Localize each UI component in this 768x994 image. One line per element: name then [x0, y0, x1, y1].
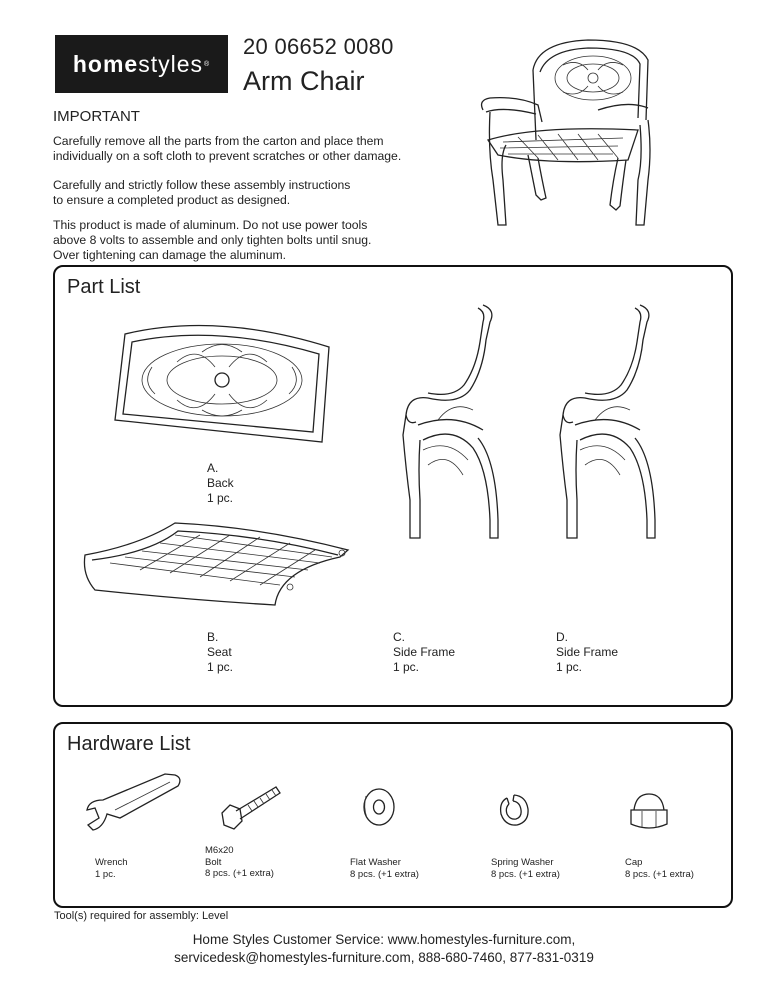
bolt-icon	[218, 783, 283, 831]
hardware-qty: 8 pcs. (+1 extra)	[205, 868, 274, 879]
hardware-cap-label	[625, 857, 694, 880]
customer-service-line-2: servicedesk@homestyles-furniture.com, 888-680-7460, 877-831-0319	[174, 950, 594, 965]
part-name: Seat	[207, 645, 232, 659]
part-name: Side Frame	[393, 645, 456, 659]
hardware-name: Spring Washer	[491, 857, 554, 868]
spring-washer-icon	[497, 790, 532, 830]
hardware-name: Flat Washer	[350, 857, 401, 868]
hardware-name: Wrench	[95, 857, 128, 868]
part-qty: 1 pc.	[207, 491, 234, 505]
important-paragraph-1	[53, 134, 453, 164]
hardware-spring-washer-label	[491, 857, 560, 880]
side-frame-c-illustration	[398, 300, 498, 545]
part-name: Back	[207, 476, 234, 490]
part-qty: 1 pc.	[393, 660, 420, 674]
part-letter: D.	[556, 630, 568, 644]
hardware-name: Cap	[625, 857, 643, 868]
customer-service-line-1: Home Styles Customer Service: www.homestyles-furniture.com,	[192, 932, 576, 947]
hardware-name: Bolt	[205, 856, 222, 868]
brand-logo	[55, 35, 228, 93]
logo-light-text: styles	[138, 50, 203, 77]
back-panel-illustration	[107, 322, 332, 447]
hardware-qty: 8 pcs. (+1 extra)	[350, 868, 419, 880]
part-list-title: Part List	[67, 276, 141, 298]
hardware-qty: 1 pc.	[95, 868, 116, 880]
product-title: Arm Chair	[243, 66, 365, 96]
logo-registered-mark: ®	[203, 60, 211, 68]
part-c-label	[393, 630, 455, 675]
logo-bold-text: home	[72, 50, 139, 77]
part-a-label	[207, 461, 234, 506]
part-name: Side Frame	[556, 645, 619, 659]
important-paragraph-3	[53, 218, 453, 263]
text-line: Carefully and strictly follow these assembly instructions	[53, 178, 351, 192]
important-heading: IMPORTANT	[53, 108, 140, 125]
wrench-icon	[85, 770, 185, 835]
text-line: Over tightening can damage the aluminum.	[53, 248, 287, 262]
text-line: to ensure a completed product as designed.	[53, 193, 291, 207]
seat-illustration	[80, 515, 355, 610]
assembled-chair-illustration	[478, 30, 658, 235]
side-frame-d-illustration	[555, 300, 655, 545]
hardware-bolt-label	[205, 845, 274, 880]
cap-nut-icon	[628, 792, 670, 832]
model-number: 20 06652 0080	[243, 34, 394, 59]
hardware-qty: 8 pcs. (+1 extra)	[491, 868, 560, 880]
part-qty: 1 pc.	[207, 660, 234, 674]
part-b-label	[207, 630, 233, 675]
hardware-size: M6x20	[205, 845, 234, 856]
text-line: Carefully remove all the parts from the carton and place them	[53, 134, 384, 148]
part-d-label	[556, 630, 618, 675]
text-line: individually on a soft cloth to prevent scratches or other damage.	[53, 149, 402, 163]
hardware-qty: 8 pcs. (+1 extra)	[625, 868, 694, 880]
important-paragraph-2	[53, 178, 453, 208]
part-letter: A.	[207, 461, 219, 475]
part-letter: B.	[207, 630, 219, 644]
hardware-flat-washer-label	[350, 857, 419, 880]
hardware-wrench-label	[95, 857, 128, 880]
tools-required-note: Tool(s) required for assembly: Level	[54, 910, 229, 922]
hardware-list-title: Hardware List	[67, 733, 191, 755]
part-qty: 1 pc.	[556, 660, 583, 674]
flat-washer-icon	[360, 786, 398, 828]
part-letter: C.	[393, 630, 405, 644]
text-line: This product is made of aluminum. Do not use power tools	[53, 218, 368, 232]
text-line: above 8 volts to assemble and only tighten bolts until snug.	[53, 233, 372, 247]
